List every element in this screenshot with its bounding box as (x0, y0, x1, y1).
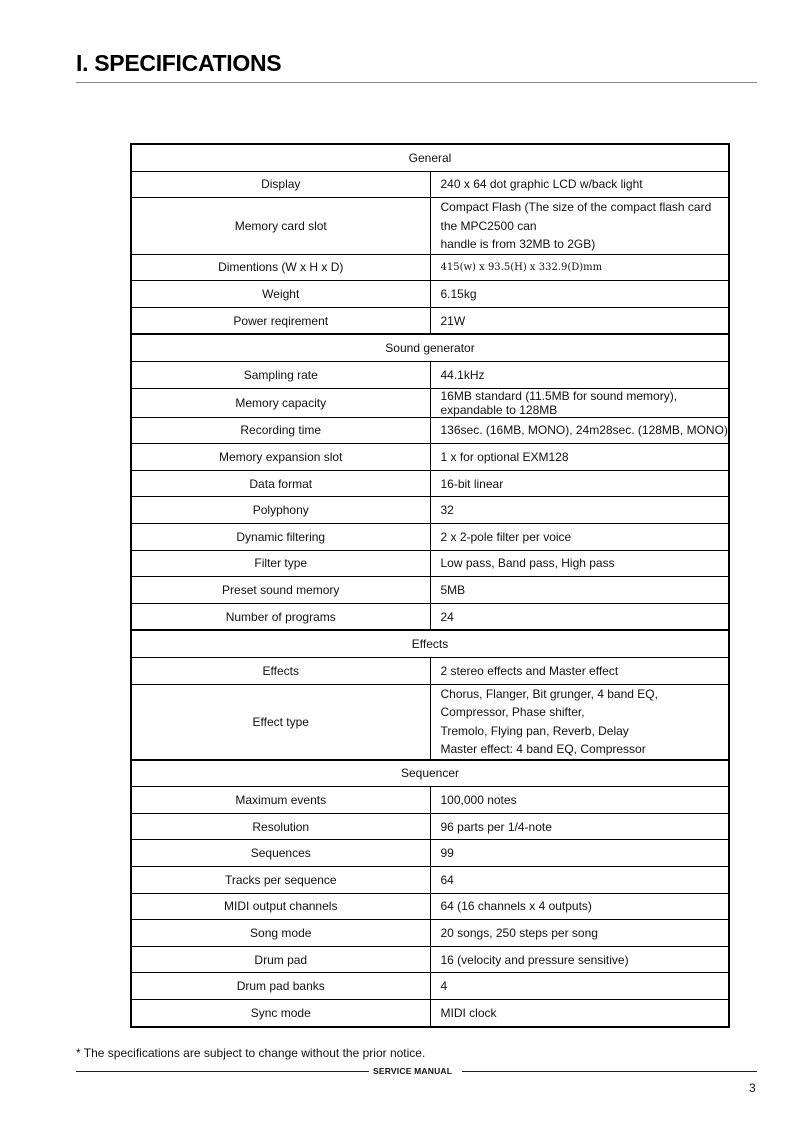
spec-label: Song mode (131, 920, 430, 947)
spec-row (131, 417, 729, 444)
spec-row (131, 497, 729, 524)
spec-value (430, 198, 729, 255)
spec-value: 16-bit linear (430, 470, 729, 497)
spec-row (131, 813, 729, 840)
spec-label: Sequences (131, 840, 430, 867)
section-heading: Sound generator (131, 334, 729, 361)
footer-divider-right (462, 1071, 757, 1072)
spec-label: Weight (131, 281, 430, 308)
spec-label: Drum pad banks (131, 973, 430, 1000)
spec-label: MIDI output channels (131, 893, 430, 920)
spec-value-line: Tremolo, Flying pan, Reverb, Delay (440, 723, 629, 738)
spec-value: 5MB (430, 577, 729, 604)
spec-label: Dynamic filtering (131, 524, 430, 551)
spec-row (131, 254, 729, 281)
page-title: I. SPECIFICATIONS (76, 50, 282, 76)
spec-row (131, 603, 729, 630)
section-heading: Effects (131, 630, 729, 657)
spec-value: 2 x 2-pole filter per voice (430, 524, 729, 551)
spec-row (131, 171, 729, 198)
spec-value: 240 x 64 dot graphic LCD w/back light (430, 171, 729, 198)
spec-value: 96 parts per 1/4-note (430, 813, 729, 840)
spec-value: 2 stereo effects and Master effect (430, 658, 729, 685)
section-heading: Sequencer (131, 760, 729, 787)
spec-row (131, 866, 729, 893)
spec-label: Filter type (131, 550, 430, 577)
spec-row (131, 307, 729, 334)
spec-value: MIDI clock (430, 999, 729, 1026)
spec-value: 44.1kHz (430, 362, 729, 389)
spec-row (131, 999, 729, 1026)
spec-value: 32 (430, 497, 729, 524)
spec-label: Memory expansion slot (131, 444, 430, 471)
spec-label: Power reqirement (131, 307, 430, 334)
spec-value-line: Chorus, Flanger, Bit grunger, 4 band EQ, Compressor, Phase shifter, (440, 686, 658, 720)
spec-value: 16MB standard (11.5MB for sound memory), expandable to 128MB (430, 388, 729, 417)
section-heading: General (131, 144, 729, 171)
section-header-sequencer (131, 760, 729, 787)
spec-row (131, 281, 729, 308)
spec-value-line: Compact Flash (The size of the compact flash card the MPC2500 can (440, 200, 712, 233)
section-header-effects (131, 630, 729, 657)
spec-row (131, 920, 729, 947)
spec-value: 1 x for optional EXM128 (430, 444, 729, 471)
footer-divider-left (76, 1071, 369, 1072)
spec-label: Maximum events (131, 787, 430, 814)
spec-value: 64 (16 channels x 4 outputs) (430, 893, 729, 920)
spec-label: Dimentions (W x H x D) (131, 254, 430, 281)
footer-label: SERVICE MANUAL (373, 1066, 453, 1076)
footnote: * The specifications are subject to change without the prior notice. (76, 1046, 426, 1060)
spec-label: Effects (131, 658, 430, 685)
spec-value: 4 (430, 973, 729, 1000)
spec-value: 136sec. (16MB, MONO), 24m28sec. (128MB, MONO) (430, 417, 729, 444)
spec-row (131, 362, 729, 389)
spec-row (131, 198, 729, 255)
title-divider (76, 82, 757, 83)
spec-label: Preset sound memory (131, 577, 430, 604)
spec-label: Recording time (131, 417, 430, 444)
spec-label: Tracks per sequence (131, 866, 430, 893)
page-number: 3 (749, 1081, 756, 1095)
spec-label: Polyphony (131, 497, 430, 524)
section-header-sound-generator (131, 334, 729, 361)
spec-label: Data format (131, 470, 430, 497)
spec-value: Low pass, Band pass, High pass (430, 550, 729, 577)
spec-label: Memory card slot (131, 198, 430, 255)
spec-label: Effect type (131, 684, 430, 760)
spec-row (131, 840, 729, 867)
spec-label: Display (131, 171, 430, 198)
spec-value (430, 684, 729, 760)
spec-value: 99 (430, 840, 729, 867)
spec-label: Resolution (131, 813, 430, 840)
specifications-table (130, 143, 730, 1028)
spec-value: 100,000 notes (430, 787, 729, 814)
spec-label: Memory capacity (131, 388, 430, 417)
spec-row (131, 577, 729, 604)
spec-value: 6.15kg (430, 281, 729, 308)
spec-value-line: Master effect: 4 band EQ, Compressor (440, 742, 646, 757)
spec-value-line: handle is from 32MB to 2GB) (440, 237, 596, 252)
spec-value: 20 songs, 250 steps per song (430, 920, 729, 947)
spec-row (131, 787, 729, 814)
spec-row (131, 524, 729, 551)
spec-value: 415(w) x 93.5(H) x 332.9(D)mm (430, 254, 729, 281)
spec-row (131, 658, 729, 685)
spec-row (131, 893, 729, 920)
spec-row (131, 973, 729, 1000)
spec-value: 24 (430, 603, 729, 630)
spec-label: Sync mode (131, 999, 430, 1026)
spec-label: Sampling rate (131, 362, 430, 389)
spec-label: Number of programs (131, 603, 430, 630)
spec-value: 64 (430, 866, 729, 893)
spec-row (131, 388, 729, 417)
spec-row (131, 684, 729, 760)
spec-row (131, 550, 729, 577)
spec-value: 16 (velocity and pressure sensitive) (430, 946, 729, 973)
spec-value: 21W (430, 307, 729, 334)
section-header-general (131, 144, 729, 171)
spec-row (131, 470, 729, 497)
spec-label: Drum pad (131, 946, 430, 973)
spec-row (131, 946, 729, 973)
spec-row (131, 444, 729, 471)
